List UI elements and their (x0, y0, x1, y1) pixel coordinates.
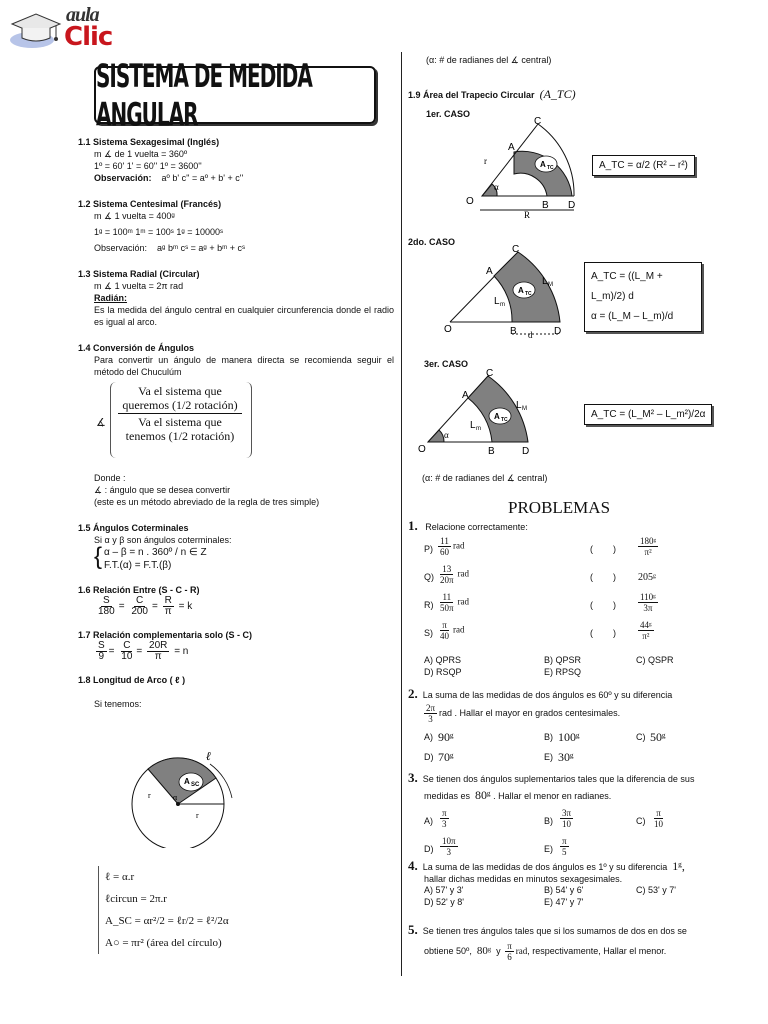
s17-10: 10 (121, 651, 133, 662)
svg-text:O: O (466, 196, 474, 207)
s18-f3: A_SC = αr²/2 = ℓr/2 = ℓ²/2α (105, 915, 229, 927)
p4-opt-a: A) 57' y 3' (424, 885, 464, 895)
s17-20R: 20R (149, 640, 168, 651)
p2-text: La suma de las medidas de dos ángulos es 60º y su diferencia (422, 690, 673, 700)
p1-options (424, 654, 694, 678)
p3-text: Se tienen dos ángulos suplementarios tales que la diferencia de sus (422, 774, 695, 784)
s13-line1: m ∡ 1 vuelta = 2π rad (94, 281, 184, 291)
p3-opt-e-num: π (562, 836, 567, 846)
p2-opt-d: 70ᵍ (438, 750, 454, 764)
s16-pi: π (164, 606, 172, 617)
p5-t2e: , respectivamente, Hallar el menor. (527, 945, 667, 956)
p1-rnum: 110ᵍ (640, 592, 656, 602)
p1-opt-b: B) QPSR (544, 655, 582, 665)
section-1-7-heading: 1.7 Relación complementaria solo (S - C) (78, 630, 253, 640)
p1-number: 1. (408, 518, 418, 533)
p1-rnum: 205ᵍ (638, 572, 657, 583)
s18-f2: ℓcircun = 2π.r (105, 893, 167, 905)
s12-line1: m ∡ 1 vuelta = 400ᵍ (94, 211, 175, 221)
s11-line2: 1º = 60' 1' = 60'' 1º = 3600'' (94, 161, 202, 171)
svg-text:B: B (510, 326, 517, 337)
svg-text:TC: TC (525, 291, 532, 297)
s16-S: S (103, 595, 110, 606)
p3-opt-d-num: 10π (442, 836, 456, 846)
p4-number: 4. (408, 858, 418, 873)
formula-case-1: A_TC = α/2 (R² – r²) (592, 155, 695, 176)
p1-rden: 3π (643, 603, 653, 613)
section-1-3-heading: 1.3 Sistema Radial (Circular) (78, 269, 200, 279)
svg-text:TC: TC (547, 165, 554, 171)
p1-rnum: 180ᵍ (640, 536, 657, 546)
p1-num: π (442, 620, 447, 630)
svg-text:SC: SC (191, 782, 200, 788)
p3-opt-e-label: E) (544, 844, 553, 854)
p1-paren: ( ) (590, 600, 616, 610)
p1-den: 40 (440, 631, 449, 641)
p5-t2c: y (496, 945, 501, 956)
s14-donde: Donde : (94, 473, 126, 483)
p2-opt-d-label: D) (424, 752, 434, 762)
p4-g: 1ᵍ, (672, 859, 685, 873)
p1-num: 11 (440, 536, 449, 546)
p4-opt-d: D) 52' y 8' (424, 897, 464, 907)
svg-text:C: C (486, 368, 494, 379)
p1-row-R (424, 592, 694, 620)
title-box (94, 56, 376, 134)
section-1-1-heading: 1.1 Sistema Sexagesimal (Inglés) (78, 137, 220, 147)
svg-text:L: L (516, 400, 522, 411)
s18-f1: ℓ = α.r (105, 871, 135, 883)
p3-opt-b-label: B) (544, 816, 553, 826)
s14-d2: (este es un método abreviado de la regla de tres simple) (94, 497, 320, 507)
svg-text:M: M (548, 282, 553, 288)
p3-t2b: 80ᵍ (475, 788, 491, 802)
section-1-4-heading: 1.4 Conversión de Ángulos (78, 343, 195, 353)
p1-row-S (424, 620, 694, 648)
column-divider (401, 52, 402, 976)
formula-den-1: Va el sistema que (138, 415, 222, 429)
s17-n: = n (174, 646, 189, 658)
svg-text:α: α (173, 793, 178, 802)
formula-case-2 (584, 262, 702, 332)
p3-opt-b-num: 3π (562, 808, 572, 818)
formula-case-2a: A_TC = ((L_M + L_m)/2) d (591, 271, 663, 302)
p5-text: Se tienen tres ángulos tales que si los sumamos de dos en dos se (422, 926, 687, 936)
p4-text: La suma de las medidas de dos ángulos es 1º y su diferencia (422, 862, 668, 872)
p4-opt-e: E) 47' y 7' (544, 897, 584, 907)
s15-line1: Si α y β son ángulos coterminales: (94, 535, 232, 545)
p2-opt-e-label: E) (544, 752, 553, 762)
p5-number: 5. (408, 922, 418, 937)
section-1-9-heading (408, 88, 576, 101)
p5-t2d: rad (515, 945, 528, 956)
s12-obs-label: Observación: (94, 243, 148, 253)
p3-opt-c-label: C) (636, 816, 646, 826)
svg-text:L: L (494, 296, 500, 307)
svg-text:L: L (470, 420, 476, 431)
svg-text:A: A (518, 286, 524, 295)
p1-row-label: Q) (424, 572, 434, 582)
s16-formula: $\frac{S}{180}$ = $\frac{C}{200}$ = $\frac{R}{\pi}$ = k (98, 595, 193, 617)
p1-row-label: R) (424, 600, 434, 610)
p1-den: 50π (440, 603, 454, 613)
section-1-6-heading: 1.6 Relación Entre (S - C - R) (78, 585, 200, 595)
p2-opt-a-label: A) (424, 732, 433, 742)
angle-symbol-icon: ∡ (96, 417, 106, 429)
p1-paren: ( ) (590, 572, 616, 582)
section-1-2-heading: 1.2 Sistema Centesimal (Francés) (78, 199, 222, 209)
p3-opt-a-den: 3 (442, 819, 447, 829)
bottom-note: (α: # de radianes del ∡ central) (422, 473, 548, 483)
s18-formulas (98, 866, 295, 954)
svg-text:M: M (522, 406, 527, 412)
p1-rows (424, 536, 694, 648)
s11-obs: aº b' c'' = aº + b' + c'' (161, 173, 244, 183)
svg-text:α: α (494, 182, 499, 192)
p1-rden: π² (642, 631, 650, 641)
svg-text:R: R (524, 210, 531, 220)
p1-unit: rad (453, 624, 465, 635)
p2-opt-a: 90ᵍ (438, 730, 454, 744)
p1-rnum: 44ᵍ (640, 620, 652, 630)
p3-t2a: medidas es (424, 791, 471, 801)
p3-opt-c-num: π (656, 808, 661, 818)
problem-5 (408, 924, 726, 962)
svg-text:C: C (512, 244, 520, 255)
s13-text: Es la medida del ángulo central en cualquier circunferencia donde el radio es igual al arco. (94, 305, 394, 327)
s18-f4: A○ = πr² (área del círculo) (105, 937, 222, 949)
p5-fd: 6 (507, 952, 512, 962)
svg-text:B: B (488, 446, 495, 457)
p3-opt-d-label: D) (424, 844, 434, 854)
formula-num-2: queremos (1/2 rotación) (122, 398, 238, 412)
p3-opt-e-den: 5 (562, 847, 567, 857)
s18-si-tenemos: Si tenemos: (94, 699, 142, 709)
page-title: SISTEMA DE MEDIDA ANGULAR (96, 56, 312, 134)
p4-opt-b: B) 54' y 6' (544, 885, 584, 895)
p1-num: 13 (442, 564, 452, 574)
p5-t2b: 80ᵍ (476, 944, 492, 957)
svg-text:A: A (462, 390, 469, 401)
p1-unit: rad (457, 568, 470, 579)
svg-text:D: D (568, 200, 576, 211)
formula-num-1: Va el sistema que (138, 384, 222, 398)
svg-text:ℓ: ℓ (206, 749, 212, 763)
case-2-label: 2do. CASO (408, 237, 456, 247)
logo-word-aula: aula (66, 4, 99, 26)
p1-paren: ( ) (590, 628, 616, 638)
svg-text:D: D (522, 446, 530, 457)
s15-eq1: α – β = n . 360º / n ∈ Z (104, 547, 207, 558)
svg-text:m: m (476, 426, 481, 432)
svg-text:A: A (508, 142, 515, 153)
chuculum-formula (78, 382, 394, 462)
s11-obs-label: Observación: (94, 173, 152, 183)
svg-text:m: m (500, 302, 505, 308)
logo (4, 2, 134, 54)
p2-opt-c-label: C) (636, 732, 646, 742)
svg-text:D: D (554, 326, 562, 337)
top-note: (α: # de radianes del ∡ central) (426, 55, 552, 65)
p4-t2: hallar dichas medidas en minutos sexagesimales. (424, 874, 623, 884)
p2-opt-b-label: B) (544, 732, 553, 742)
s17-C: C (123, 640, 131, 651)
formula-case-3: A_TC = (L_M² – L_m²)/2α (584, 404, 712, 425)
p5-t2a: obtiene 50º, (424, 945, 472, 956)
left-column (78, 136, 394, 710)
svg-text:TC: TC (501, 417, 508, 423)
p2-opt-e: 30ᵍ (558, 750, 574, 764)
graduation-cap-icon (4, 6, 64, 52)
case-1-diagram (462, 114, 592, 220)
svg-text:O: O (418, 444, 426, 455)
s14-d1: ∡ : ángulo que se desea convertir (94, 485, 231, 495)
s16-k: = k (178, 601, 193, 613)
s16-200: 200 (131, 606, 148, 617)
p3-number: 3. (408, 770, 418, 785)
p1-opt-e: E) RPSQ (544, 667, 582, 677)
section-1-8-heading: 1.8 Longitud de Arco ( ℓ ) (78, 675, 186, 685)
svg-text:r: r (484, 156, 487, 166)
problem-1 (408, 520, 708, 533)
s17-S: S (98, 640, 105, 651)
svg-text:α: α (444, 430, 449, 440)
s15-eq2: F.T.(α) = F.T.(β) (104, 560, 172, 571)
s15-system: { α – β = n . 360º / n ∈ Z F.T.(α) = F.T.(β) (78, 546, 394, 572)
p1-row-label: P) (424, 544, 433, 554)
svg-text:r: r (148, 791, 151, 800)
logo-word-clic: Clic (64, 22, 113, 52)
p1-paren: ( ) (590, 544, 616, 554)
p3-opt-c-den: 10 (654, 819, 663, 829)
s19-head: 1.9 Área del Trapecio Circular (408, 90, 535, 100)
p1-text: Relacione correctamente: (425, 522, 528, 532)
s16-R: R (164, 595, 172, 606)
formula-den-2: tenemos (1/2 rotación) (125, 429, 235, 443)
p1-unit: rad (457, 596, 470, 607)
p1-opt-a: A) QPRS (424, 655, 462, 665)
p1-num: 11 (442, 592, 452, 602)
p1-den: 60 (440, 547, 449, 557)
formula-case-2b: α = (L_M – L_m)/d (591, 311, 674, 322)
s11-line1: m ∡ de 1 vuelta = 360º (94, 149, 188, 159)
s17-formula: $\frac{S}{9}$ = $\frac{C}{10}$ = $\frac{20R}{\pi}$ = n (98, 640, 189, 662)
s17-pi: π (154, 651, 162, 662)
p1-rden: π² (644, 547, 652, 557)
p2-t2: rad . Hallar el mayor en grados centesimales. (439, 707, 621, 718)
s17-9: 9 (98, 651, 105, 662)
problem-3 (408, 772, 720, 864)
p2-fn: 2π (426, 703, 436, 713)
p4-opt-c: C) 53' y 7' (636, 885, 676, 895)
problems-title: PROBLEMAS (508, 498, 611, 517)
svg-text:B: B (542, 200, 549, 211)
p5-fn: π (507, 941, 512, 951)
p1-opt-c: C) QSPR (636, 655, 674, 665)
svg-text:d: d (528, 330, 533, 340)
svg-text:A: A (486, 266, 493, 277)
p1-row-P (424, 536, 694, 564)
p3-opt-d-den: 3 (446, 847, 452, 857)
s12-obs: aᵍ bᵐ cˢ = aᵍ + bᵐ + cˢ (157, 243, 246, 253)
svg-text:A: A (494, 412, 500, 421)
p2-number: 2. (408, 686, 418, 701)
svg-text:O: O (444, 324, 452, 335)
s14-text: Para convertir un ángulo de manera directa se recomienda seguir el método del Chuculúm (94, 355, 394, 377)
svg-text:A: A (184, 777, 190, 786)
case-2-diagram (442, 240, 582, 340)
p2-fd: 3 (428, 714, 433, 724)
svg-text:r: r (196, 811, 199, 820)
s19-symbol: (A_TC) (539, 87, 576, 101)
problem-2 (408, 688, 720, 770)
svg-text:A: A (540, 160, 546, 169)
s16-C: C (136, 595, 144, 606)
p3-opt-b-den: 10 (562, 819, 572, 829)
p3-opt-a-num: π (442, 808, 447, 818)
p2-opt-c: 50ᵍ (650, 730, 666, 744)
p3-t2c: . Hallar el menor en radianes. (493, 791, 612, 801)
s12-line2: 1ᵍ = 100ᵐ 1ᵐ = 100ˢ 1ᵍ = 10000ˢ (94, 227, 224, 237)
svg-text:C: C (534, 116, 542, 127)
circle-sector-diagram (118, 748, 248, 848)
p1-opt-d: D) RSQP (424, 667, 462, 677)
case-3-diagram (416, 364, 556, 460)
case-1-label: 1er. CASO (426, 109, 471, 119)
s13-radian-label: Radián: (94, 293, 128, 303)
s16-180: 180 (98, 606, 115, 617)
p2-opt-b: 100ᵍ (558, 730, 580, 744)
p3-opt-a-label: A) (424, 816, 433, 826)
p1-row-Q (424, 564, 694, 592)
section-1-5-heading: 1.5 Ángulos Coterminales (78, 523, 189, 533)
problem-4 (408, 860, 720, 909)
p1-unit: rad (453, 540, 465, 551)
svg-text:L: L (542, 276, 548, 287)
p1-row-label: S) (424, 628, 433, 638)
case-3-label: 3er. CASO (424, 359, 469, 369)
p1-den: 20π (440, 575, 454, 585)
